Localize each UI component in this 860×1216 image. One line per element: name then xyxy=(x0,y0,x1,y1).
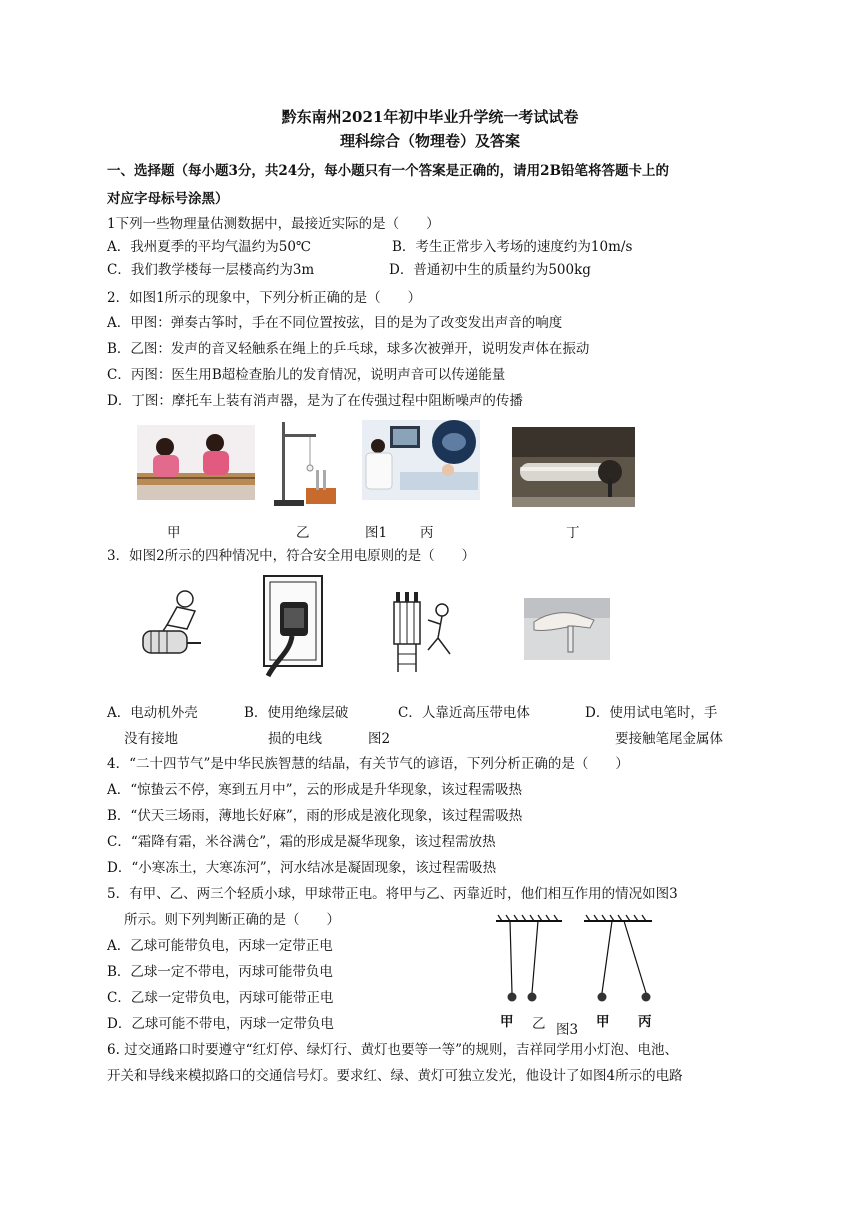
q4-stem: 4．“二十四节气”是中华民族智慧的结晶，有关节气的谚语，下列分析正确的是（ ） xyxy=(107,756,629,772)
q2-option-d: D．丁图：摩托车上装有消声器，是为了在传强过程中阻断噪声的传播 xyxy=(107,393,523,409)
q5-option-a: A．乙球可能带负电，丙球一定带正电 xyxy=(107,938,333,954)
q3-option-b: B．使用绝缘层破 xyxy=(244,705,349,721)
figure1-label-jia: 甲 xyxy=(167,525,181,541)
section-heading-cont: 对应字母标号涂黑） xyxy=(107,191,229,207)
figure2-motor-illustration xyxy=(137,585,219,660)
q1-option-c: C．我们教学楼每一层楼高约为3m xyxy=(107,262,315,278)
exam-title: 黔东南州2021年初中毕业升学统一考试试卷 xyxy=(281,108,579,126)
q3-option-d: D．使用试电笔时，手 xyxy=(585,705,718,721)
figure1-label-yi: 乙 xyxy=(296,525,310,541)
q1-option-d: D．普通初中生的质量约为500kg xyxy=(389,262,591,278)
figure1-motorcycle-photo xyxy=(512,427,635,507)
figure2-high-voltage-illustration xyxy=(388,584,460,674)
q3-option-a-cont: 没有接地 xyxy=(124,731,178,747)
q2-option-b: B．乙图：发声的音叉轻触系在绳上的乒乓球，球多次被弹开，说明发声体在振动 xyxy=(107,341,590,357)
figure2-socket-illustration xyxy=(254,572,326,682)
q3-stem: 3．如图2所示的四种情况中，符合安全用电原则的是（ ） xyxy=(107,548,476,564)
q2-option-a: A．甲图：弹奏古筝时，手在不同位置按弦，目的是为了改变发出声音的响度 xyxy=(107,315,563,331)
q1-option-a: A．我州夏季的平均气温约为50℃ xyxy=(107,239,312,255)
figure1-caption: 图1 xyxy=(365,525,388,541)
q5-stem: 5．有甲、乙、两三个轻质小球，甲球带正电。将甲与乙、丙靠近时，他们相互作用的情况如图3 xyxy=(107,886,678,902)
figure3-caption: 图3 xyxy=(556,1022,579,1038)
figure1-tuning-fork-photo xyxy=(268,418,338,510)
q3-option-c: C．人靠近高压带电体 xyxy=(398,705,530,721)
figure1-guzheng-photo xyxy=(137,425,255,500)
figure3-label-bing: 丙 xyxy=(638,1014,652,1030)
q3-option-d-cont: 要接触笔尾金属体 xyxy=(615,731,723,747)
q4-option-c: C．“霜降有霜，米谷满仓”，霜的形成是凝华现象，该过程需放热 xyxy=(107,834,496,850)
q4-option-b: B．“伏天三场雨，薄地长好麻”，雨的形成是液化现象，该过程需吸热 xyxy=(107,808,523,824)
figure1-label-bing: 丙 xyxy=(420,525,434,541)
q3-option-b-cont: 损的电线 xyxy=(268,731,322,747)
figure3-label-jia-left: 甲 xyxy=(500,1014,514,1030)
q1-option-b: B．考生正常步入考场的速度约为10m/s xyxy=(392,239,633,255)
exam-subtitle: 理科综合（物理卷）及答案 xyxy=(339,132,520,150)
q2-stem: 2．如图1所示的现象中，下列分析正确的是（ ） xyxy=(107,290,422,306)
figure3-charged-balls-diagram xyxy=(492,913,662,1033)
q3-option-a: A．电动机外壳 xyxy=(107,705,198,721)
q4-option-a: A．“惊蛰云不停，寒到五月中”，云的形成是升华现象，该过程需吸热 xyxy=(107,782,523,798)
figure2-caption: 图2 xyxy=(368,731,391,747)
q5-option-c: C．乙球一定带负电，丙球可能带正电 xyxy=(107,990,334,1006)
q6-stem: 6. 过交通路口时要遵守“红灯停、绿灯行、黄灯也要等一等”的规则，吉祥同学用小灯泡、电池、 xyxy=(107,1042,678,1058)
q6-stem-cont: 开关和导线来模拟路口的交通信号灯。要求红、绿、黄灯可独立发光，他设计了如图4所示的电路 xyxy=(107,1068,683,1084)
q1-stem: 1下列一些物理量估测数据中，最接近实际的是（ ） xyxy=(107,216,440,232)
q5-option-b: B．乙球一定不带电，丙球可能带负电 xyxy=(107,964,333,980)
figure1-label-ding: 丁 xyxy=(566,525,580,541)
q2-option-c: C．丙图：医生用B超检查胎儿的发育情况，说明声音可以传递能量 xyxy=(107,367,506,383)
q4-option-d: D．“小寒冻土，大寒冻河”，河水结冰是凝固现象，该过程需吸热 xyxy=(107,860,497,876)
q5-option-d: D．乙球可能不带电，丙球一定带负电 xyxy=(107,1016,334,1032)
figure1-ultrasound-photo xyxy=(362,420,480,500)
section-heading: 一、选择题（每小题3分，共24分，每小题只有一个答案是正确的，请用2B铅笔将答题卡上的 xyxy=(107,163,669,179)
figure3-label-yi: 乙 xyxy=(532,1016,546,1032)
figure3-label-jia-right: 甲 xyxy=(596,1014,610,1030)
q5-stem-cont: 所示。则下列判断正确的是（ ） xyxy=(124,912,340,928)
figure2-test-pen-photo xyxy=(524,598,610,660)
